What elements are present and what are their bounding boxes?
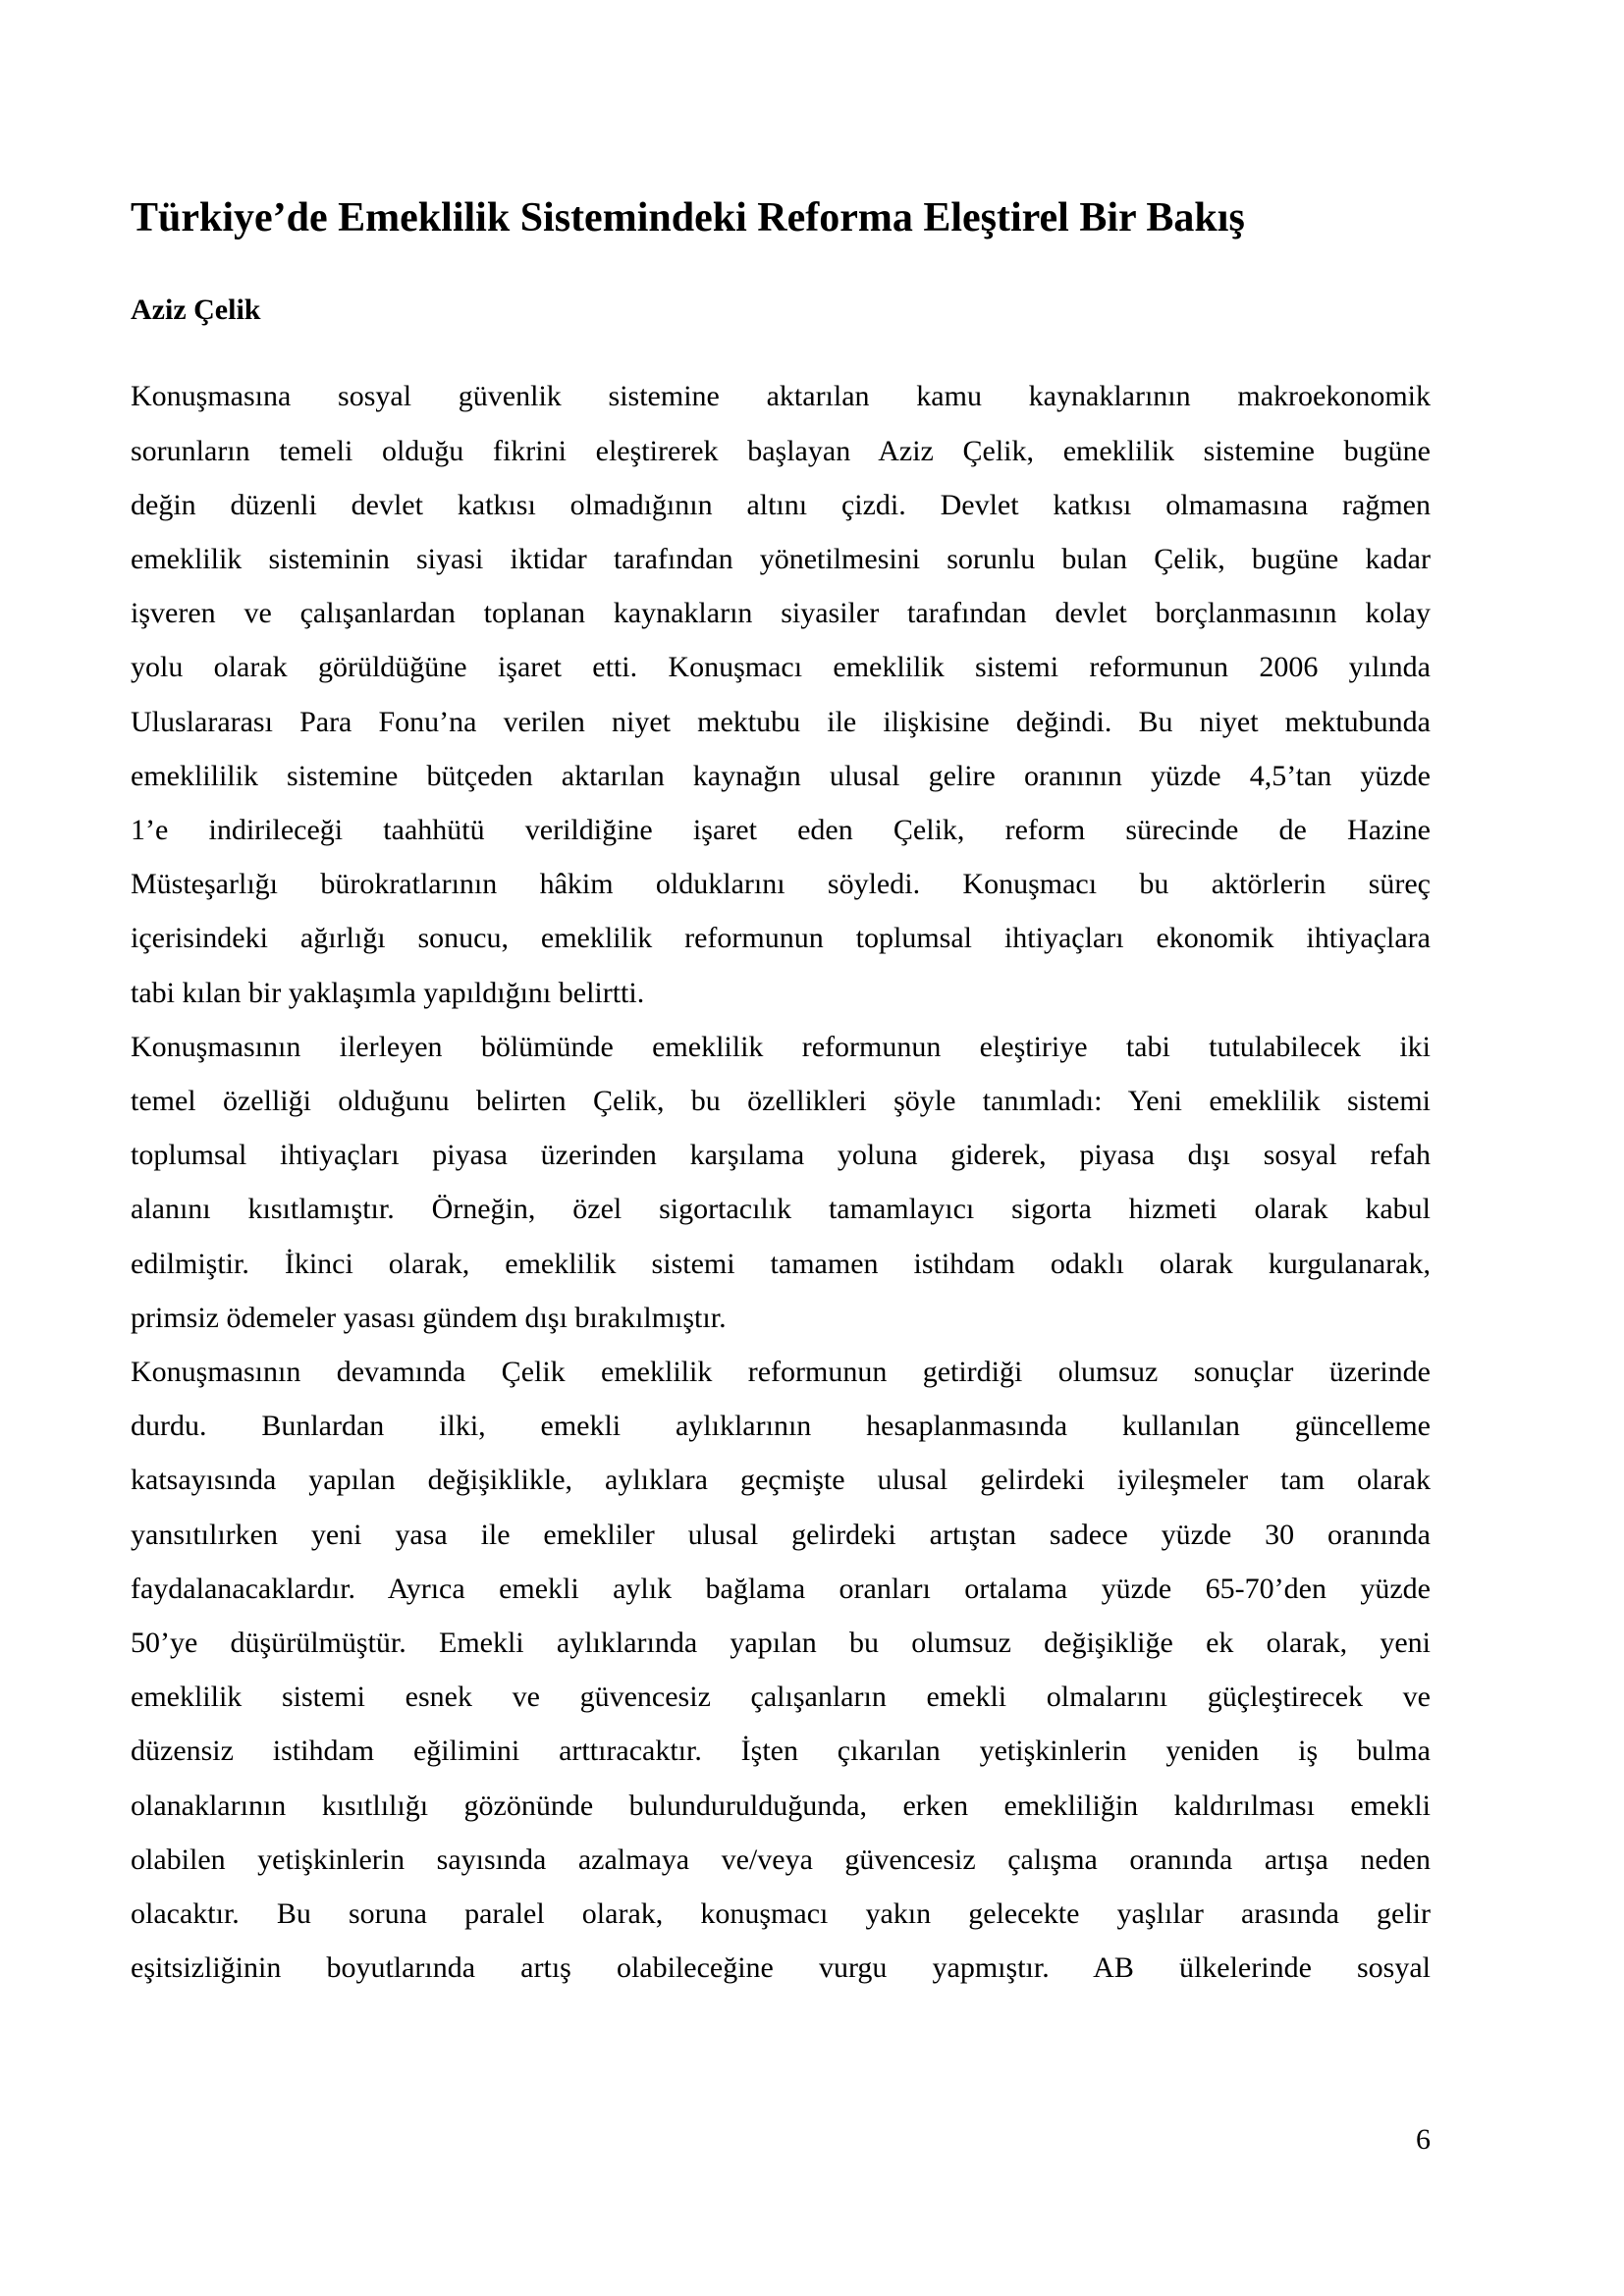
- text-line: temel özelliği olduğunu belirten Çelik, bu özellikleri şöyle tanımladı: Yeni emeklilik sistemi: [131, 1084, 1431, 1117]
- text-line: sorunların temeli olduğu fikrini eleştirerek başlayan Aziz Çelik, emeklilik sistemine bugüne: [131, 434, 1431, 467]
- text-line: primsiz ödemeler yasası gündem dışı bırakılmıştır.: [131, 1301, 727, 1334]
- text-line: katsayısında yapılan değişiklikle, aylıklara geçmişte ulusal gelirdeki iyileşmeler tam olarak: [131, 1464, 1431, 1497]
- page-content: [131, 0, 1431, 1995]
- text-line: işveren ve çalışanlardan toplanan kaynakların siyasiler tarafından devlet borçlanmasının kolay: [131, 597, 1431, 630]
- paragraph: [131, 369, 1431, 1019]
- text-line: Konuşmasının ilerleyen bölümünde emeklilik reformunun eleştiriye tabi tutulabilecek iki: [131, 1030, 1431, 1063]
- paragraph: [131, 1020, 1431, 1345]
- text-line: Konuşmasına sosyal güvenlik sistemine aktarılan kamu kaynaklarının makroekonomik: [131, 380, 1431, 413]
- text-line: edilmiştir. İkinci olarak, emeklilik sistemi tamamen istihdam odaklı olarak kurgulanarak,: [131, 1247, 1431, 1280]
- text-line: eşitsizliğinin boyutlarında artış olabileceğine vurgu yapmıştır. AB ülkelerinde sosyal: [131, 1951, 1431, 1985]
- text-line: değin düzenli devlet katkısı olmadığının altını çizdi. Devlet katkısı olmamasına rağmen: [131, 488, 1431, 521]
- text-line: Konuşmasının devamında Çelik emeklilik reformunun getirdiği olumsuz sonuçlar üzerinde: [131, 1355, 1431, 1388]
- text-line: olabilen yetişkinlerin sayısında azalmaya ve/veya güvencesiz çalışma oranında artışa neden: [131, 1842, 1431, 1876]
- text-line: durdu. Bunlardan ilki, emekli aylıklarının hesaplanmasında kullanılan güncelleme: [131, 1410, 1431, 1443]
- text-line: emeklilik sisteminin siyasi iktidar tarafından yönetilmesini sorunlu bulan Çelik, bugüne kadar: [131, 542, 1431, 575]
- text-line: Müsteşarlığı bürokratlarının hâkim olduklarını söyledi. Konuşmacı bu aktörlerin süreç: [131, 868, 1431, 901]
- paragraph: [131, 1345, 1431, 1995]
- text-line: olacaktır. Bu soruna paralel olarak, konuşmacı yakın gelecekte yaşlılar arasında gelir: [131, 1896, 1431, 1930]
- text-line: olanaklarının kısıtlılığı gözönünde bulundurulduğunda, erken emekliliğin kaldırılması emekli: [131, 1789, 1431, 1822]
- text-line: yansıtılırken yeni yasa ile emekliler ulusal gelirdeki artıştan sadece yüzde 30 oranında: [131, 1518, 1431, 1551]
- text-line: yolu olarak görüldüğüne işaret etti. Konuşmacı emeklilik sistemi reformunun 2006 yılında: [131, 651, 1431, 684]
- text-line: faydalanacaklardır. Ayrıca emekli aylık bağlama oranları ortalama yüzde 65-70’den yüzde: [131, 1572, 1431, 1605]
- text-line: Uluslararası Para Fonu’na verilen niyet mektubu ile ilişkisine değindi. Bu niyet mektubunda: [131, 705, 1431, 738]
- text-line: toplumsal ihtiyaçları piyasa üzerinden karşılama yoluna giderek, piyasa dışı sosyal refah: [131, 1139, 1431, 1172]
- text-line: emeklililik sistemine bütçeden aktarılan kaynağın ulusal gelire oranının yüzde 4,5’tan yüzde: [131, 759, 1431, 792]
- text-line: düzensiz istihdam eğilimini arttıracaktır. İşten çıkarılan yetişkinlerin yeniden iş bulma: [131, 1735, 1431, 1768]
- page-number: 6: [1416, 2123, 1431, 2156]
- page-title: Türkiye’de Emeklilik Sistemindeki Reforma Eleştirel Bir Bakış: [131, 195, 1245, 240]
- text-line: tabi kılan bir yaklaşımla yapıldığını belirtti.: [131, 976, 645, 1009]
- text-line: 50’ye düşürülmüştür. Emekli aylıklarında yapılan bu olumsuz değişikliğe ek olarak, yeni: [131, 1626, 1431, 1659]
- text-line: alanını kısıtlamıştır. Örneğin, özel sigortacılık tamamlayıcı sigorta hizmeti olarak kabul: [131, 1193, 1431, 1226]
- author-name: Aziz Çelik: [131, 294, 261, 327]
- body-text: [131, 369, 1431, 1995]
- text-line: emeklilik sistemi esnek ve güvencesiz çalışanların emekli olmalarını güçleştirecek ve: [131, 1681, 1431, 1714]
- text-line: içerisindeki ağırlığı sonucu, emeklilik reformunun toplumsal ihtiyaçları ekonomik ihtiyaçlara: [131, 922, 1431, 955]
- text-line: 1’e indirileceği taahhütü verildiğine işaret eden Çelik, reform sürecinde de Hazine: [131, 813, 1431, 846]
